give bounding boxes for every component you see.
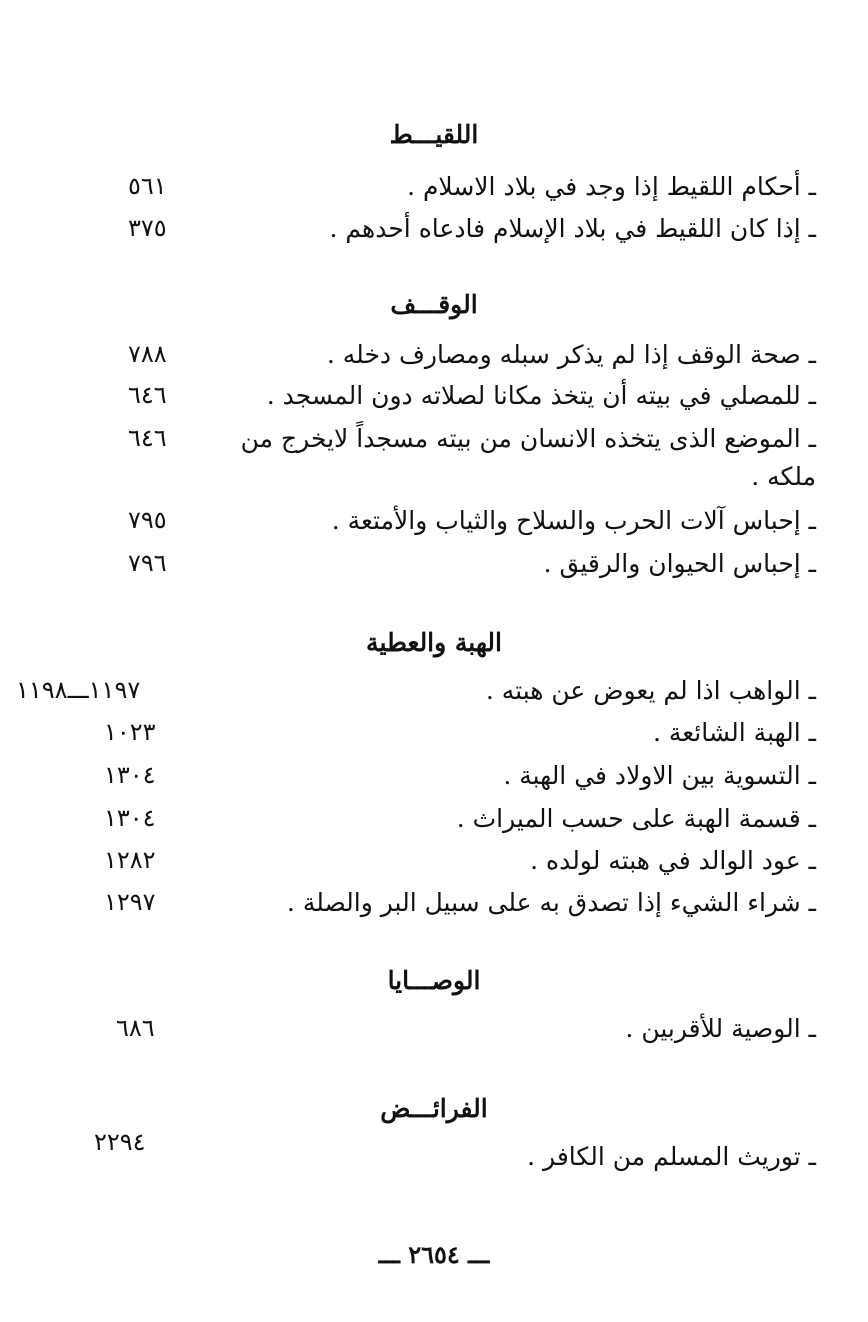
entry-page-number: ٢٢٩٤	[94, 1128, 146, 1156]
index-entry: ـ للمصلي في بيته أن يتخذ مكانا لصلاته دون المسجد .	[266, 381, 816, 410]
entry-page-number: ١١٩٧ـــ١١٩٨	[16, 676, 141, 704]
entry-page-number: ٦٤٦	[128, 424, 167, 452]
index-entry: ـ توريث المسلم من الكافر .	[527, 1142, 816, 1171]
index-entry: ـ إحباس الحيوان والرقيق .	[543, 549, 816, 578]
section-heading-faraid: الفرائـــض	[380, 1094, 488, 1123]
index-entry: ـ الهبة الشائعة .	[652, 718, 816, 747]
entry-page-number: ١٣٠٤	[104, 761, 156, 789]
index-entry: ـ التسوية بين الاولاد في الهبة .	[503, 761, 816, 790]
page-number: ـــ ٢٦٥٤ ـــ	[378, 1240, 490, 1269]
section-heading-hiba: الهبة والعطية	[366, 628, 502, 657]
entry-page-number: ١٠٢٣	[104, 718, 156, 746]
entry-page-number: ٧٩٥	[128, 506, 167, 534]
entry-page-number: ٦٨٦	[116, 1014, 155, 1042]
entry-page-number: ٣٧٥	[128, 214, 167, 242]
index-entry: ـ صحة الوقف إذا لم يذكر سبله ومصارف دخله .	[326, 340, 816, 369]
index-entry: ـ إذا كان اللقيط في بلاد الإسلام فادعاه أحدهم .	[329, 214, 816, 243]
index-entry: ـ الموضع الذى يتخذه الانسان من بيته مسجداً لايخرج من ملكه .	[240, 424, 816, 491]
entry-page-number: ١٢٩٧	[104, 888, 156, 916]
index-entry: ـ الواهب اذا لم يعوض عن هبته .	[485, 676, 816, 705]
index-entry: ـ عود الوالد في هبته لولده .	[530, 846, 816, 875]
entry-page-number: ٧٩٦	[128, 549, 167, 577]
entry-page-number: ١٣٠٤	[104, 804, 156, 832]
section-heading-wasaya: الوصـــايا	[387, 966, 481, 995]
entry-page-number: ٥٦١	[128, 172, 167, 200]
index-entry: ـ الوصية للأقربين .	[625, 1014, 816, 1043]
entry-page-number: ٧٨٨	[128, 340, 167, 368]
index-entry: ـ قسمة الهبة على حسب الميراث .	[456, 804, 816, 833]
index-entry: ـ شراء الشيء إذا تصدق به على سبيل البر والصلة .	[286, 888, 816, 917]
index-entry: ـ أحكام اللقيط إذا وجد في بلاد الاسلام .	[407, 172, 816, 201]
index-entry: ـ إحباس آلات الحرب والسلاح والثياب والأمتعة .	[331, 506, 816, 535]
entry-page-number: ١٢٨٢	[104, 846, 156, 874]
section-heading-laqit: اللقيـــط	[389, 120, 479, 149]
entry-page-number: ٦٤٦	[128, 381, 167, 409]
section-heading-waqf: الوقـــف	[390, 290, 478, 319]
